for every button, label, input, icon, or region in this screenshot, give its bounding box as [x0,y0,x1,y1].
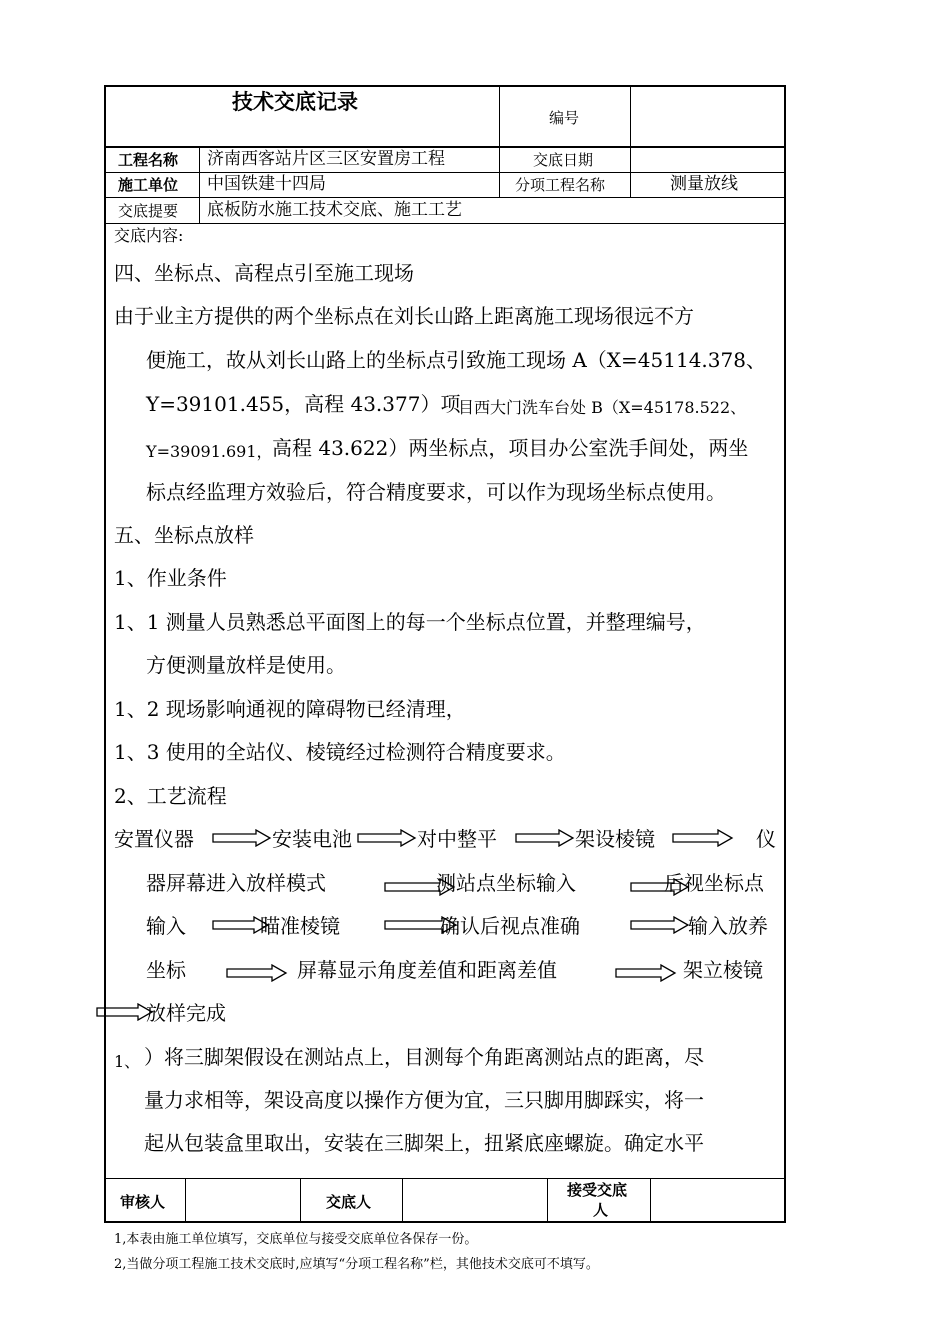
flow-step: 坐标 [146,958,186,982]
project-name-label: 工程名称 [118,151,179,169]
summary-label: 交底提要 [118,202,179,220]
flow-step: 架立棱镜 [683,958,763,982]
content-line: 由于业主方提供的两个坐标点在刘长山路上距离施工现场很远不方 [114,304,694,328]
receiver-label-line2: 人 [593,1201,609,1219]
flow-arrow-icon [357,829,417,847]
flow-step: 瞄准棱镜 [260,914,340,938]
content-line: 2、工艺流程 [114,784,227,808]
number-label: 编号 [549,109,580,127]
receiver-label-line1: 接受交底 [567,1181,628,1199]
content-line: Y=39091.691， [146,442,273,461]
flow-arrow-icon [515,829,575,847]
unit-label: 施工单位 [118,176,179,194]
rule-label-col [199,146,200,223]
rule-signoff-top [104,1178,786,1179]
content-line: 四、坐标点、高程点引至施工现场 [114,261,414,285]
step-line: 起从包装盒里取出，安装在三脚架上，扭紧底座螺旋。确定水平 [144,1131,704,1155]
content-line: 1、3 使用的全站仪、棱镜经过检测符合精度要求。 [114,740,566,764]
flow-step: 屏幕显示角度差值和距离差值 [297,958,557,982]
discloser-label: 交底人 [326,1193,372,1211]
footnote-2: 2,当做分项工程施工技术交底时,应填写“分项工程名称”栏，其他技术交底可不填写。 [114,1257,599,1272]
flow-arrow-icon [96,1003,154,1021]
form-title: 技术交底记录 [232,90,358,114]
footnote-1: 1,本表由施工单位填写，交底单位与接受交底单位各保存一份。 [114,1232,478,1247]
flow-arrow-icon [212,829,272,847]
unit-value: 中国铁建十四局 [207,174,326,194]
flow-step: 测站点坐标输入 [436,871,576,895]
flow-step: 器屏幕进入放样模式 [146,871,326,895]
step-line: 量力求相等，架设高度以操作方便为宜，三只脚用脚踩实，将一 [144,1088,704,1112]
date-label: 交底日期 [533,151,594,169]
rule-sign-v5 [650,1178,651,1223]
flow-step: 对中整平 [417,827,497,851]
flow-arrow-icon [615,964,677,982]
content-line: 1、作业条件 [114,566,227,590]
content-line: 高程 43.622）两坐标点，项目办公室洗手间处，两坐 [272,436,749,460]
rule-header-v2 [630,85,631,198]
content-line: 1、2 现场影响通视的障碍物已经清理， [114,697,466,721]
flow-step: 仪 [756,827,776,851]
flow-step: 安置仪器 [114,827,194,851]
flow-arrow-icon [384,916,458,934]
content-line: 方便测量放样是使用。 [146,653,346,677]
flow-step: 放样完成 [146,1001,226,1025]
content-label: 交底内容: [114,226,184,245]
flow-arrow-icon [630,878,690,896]
rule-sign-v3 [402,1178,403,1223]
content-line: 标点经监理方效验后，符合精度要求，可以作为现场坐标点使用。 [146,480,726,504]
flow-step: 架设棱镜 [575,827,655,851]
flow-arrow-icon [226,964,288,982]
step-prefix: 1、 [114,1052,141,1071]
step-line: ）将三脚架假设在测站点上，目测每个角距离测站点的距离，尽 [144,1045,704,1069]
flow-step: 确认后视点准确 [440,914,580,938]
rule-sign-v4 [547,1178,548,1223]
content-line: 目西大门洗车台处 B（X=45178.522、 [458,398,747,417]
flow-arrow-icon [212,916,270,934]
flow-step: 后视坐标点 [664,871,764,895]
flow-arrow-icon [384,878,456,896]
rule-row3 [104,223,786,224]
flow-step: 安装电池 [272,827,352,851]
reviewer-label: 审核人 [120,1193,166,1211]
flow-step: 输入放养 [688,914,768,938]
content-line: 便施工，故从刘长山路上的坐标点引致施工现场 A（X=45114.378、 [146,348,766,372]
flow-arrow-icon [630,916,690,934]
summary-value: 底板防水施工技术交底、施工工艺 [207,200,462,220]
content-line: Y=39101.455，高程 43.377）项 [146,392,461,416]
rule-header-v1 [499,85,500,198]
flow-arrow-icon [672,829,734,847]
content-line: 1、1 测量人员熟悉总平面图上的每一个坐标点位置，并整理编号， [114,610,706,634]
rule-sign-v1 [185,1178,186,1223]
rule-sign-v2 [300,1178,301,1223]
flow-step: 输入 [146,914,186,938]
subitem-label: 分项工程名称 [515,176,606,194]
content-line: 五、坐标点放样 [114,523,254,547]
project-name: 济南西客站片区三区安置房工程 [207,149,445,169]
subitem-value: 测量放线 [670,174,738,194]
